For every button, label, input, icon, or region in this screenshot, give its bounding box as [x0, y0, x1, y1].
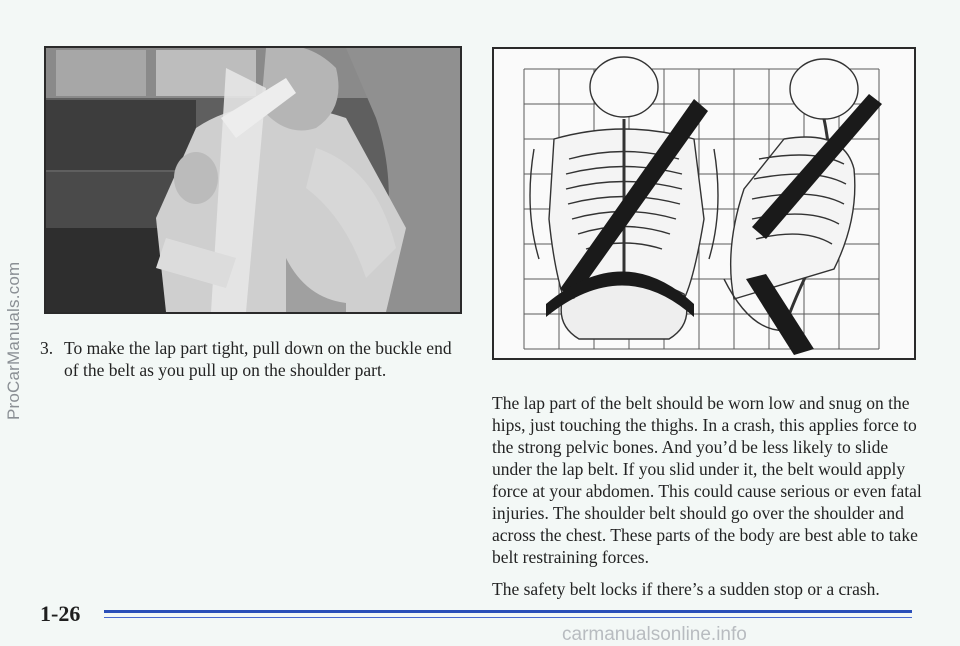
lap-belt-paragraph: The lap part of the belt should be worn low and snug on the hips, just touching the thighs. In a crash, this applies force to the strong pelvic bones. And you’d be less likely to slide under the lap belt. If you slid under it, the belt would apply force at your abdomen. This could cause serious or even fatal injuries. The shoulder belt should go over the shoulder and across the chest. These parts of the body are best able to take belt restraining forces. — [492, 393, 922, 567]
footer-rule-thick — [104, 610, 912, 613]
skeleton-illustration — [494, 49, 914, 358]
side-watermark: ProCarManuals.com — [4, 261, 23, 420]
bottom-watermark: carmanualsonline.info — [562, 624, 747, 645]
step-text: To make the lap part tight, pull down on the buckle end of the belt as you pull up on the shoulder part. — [64, 338, 452, 380]
footer-rule-thin — [104, 617, 912, 618]
instruction-step — [40, 337, 460, 381]
step-number: 3. — [40, 338, 54, 358]
belt-tightening-photo — [44, 46, 462, 314]
belt-placement-diagram — [492, 47, 916, 360]
page-number: 1-26 — [40, 601, 81, 626]
belt-locks-paragraph: The safety belt locks if there’s a sudden stop or a crash. — [492, 579, 880, 599]
photo-illustration — [46, 48, 460, 312]
